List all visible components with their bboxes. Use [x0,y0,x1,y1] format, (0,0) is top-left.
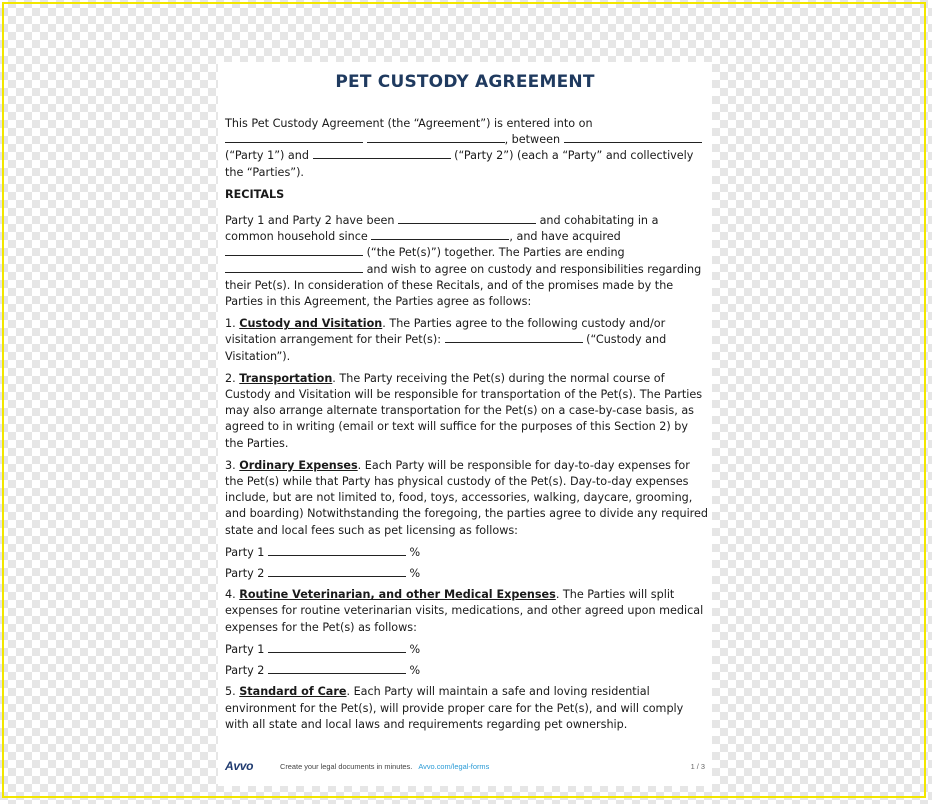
blank-line [268,567,406,577]
avvo-logo: Avvo [225,759,254,773]
section-3-title: Ordinary Expenses [239,458,358,472]
section-1: 1. Custody and Visitation. The Parties agree to the following custody and/or visitation arrangement for their Pet(s): (“Custody and Visitation”). [225,317,667,363]
section-3-party-2-line: Party 2 % [225,567,421,581]
section-5-title: Standard of Care [239,685,347,699]
section-4-party-2-line: Party 2 % [225,664,421,678]
section-4-title: Routine Veterinarian, and other Medical Expenses [239,588,556,602]
blank-line [268,643,406,653]
blank-line [225,263,363,273]
document-title: PET CUSTODY AGREEMENT [335,72,595,92]
blank-line [371,230,509,240]
blank-line [268,546,406,556]
blank-line [225,246,363,256]
section-3: 3. Ordinary Expenses. Each Party will be responsible for day-to-day expenses for the Pet(s) while that Party has physical custody of the Pet(s). Day-to-day expenses include, but are not limited to, food, toys, accessories, walking, daycare, grooming, and boarding) Notwithstanding the foregoing, the parties agree to divide any required state and local fees such as pet licensing as follows: [225,458,709,537]
section-3-party-1-line: Party 1 % [225,545,421,559]
document-page [218,62,712,786]
avvo-forms-link[interactable]: Avvo.com/legal-forms [418,762,490,771]
section-5: 5. Standard of Care. Each Party will maintain a safe and loving residential environment for the Pet(s), will provide proper care for the Pet(s), and will comply with all state and local laws and requirements regarding pet ownership. [225,685,684,731]
recitals-paragraph: Party 1 and Party 2 have been and cohabitating in a common household since , and have acquired (“the Pet(s)”) together. The Parties are ending and wish to agree on custody and responsibilities regarding their Pet(s). In consideration of these Recitals, and of the promises made by the Parties in this Agreement, the Parties agree as follows: [225,214,702,309]
page-number: 1 / 3 [690,762,705,771]
document-body [225,116,709,739]
section-1-title: Custody and Visitation [239,317,383,331]
section-2-title: Transportation [239,371,333,385]
blank-line [225,133,363,143]
recitals-heading: RECITALS [225,187,285,201]
blank-line [564,133,702,143]
blank-line [313,149,451,159]
section-4-party-1-line: Party 1 % [225,642,421,656]
blank-line [367,133,505,143]
section-4: 4. Routine Veterinarian, and other Medical Expenses. The Parties will split expenses for routine veterinarian visits, medications, and other agreed upon medical expenses for the Pet(s) as follows: [225,588,704,634]
intro-paragraph: This Pet Custody Agreement (the “Agreement”) is entered into on , between (“Party 1”) and (“Party 2”) (each a “Party” and collectively the “Parties”). [225,116,709,181]
section-2: 2. Transportation. The Party receiving the Pet(s) during the normal course of Custody and Visitation will be responsible for transportation of the Pet(s). The Parties may also arrange alternate transportation for the Pet(s) on a case-by-case basis, as agreed to in writing (email or text will suffice for the purposes of this Section 2) by the Parties. [225,371,703,450]
blank-line [445,333,583,343]
page-footer [225,759,709,775]
footer-tagline: Create your legal documents in minutes. Avvo.com/legal-forms [280,762,490,771]
blank-line [398,214,536,224]
blank-line [268,664,406,674]
